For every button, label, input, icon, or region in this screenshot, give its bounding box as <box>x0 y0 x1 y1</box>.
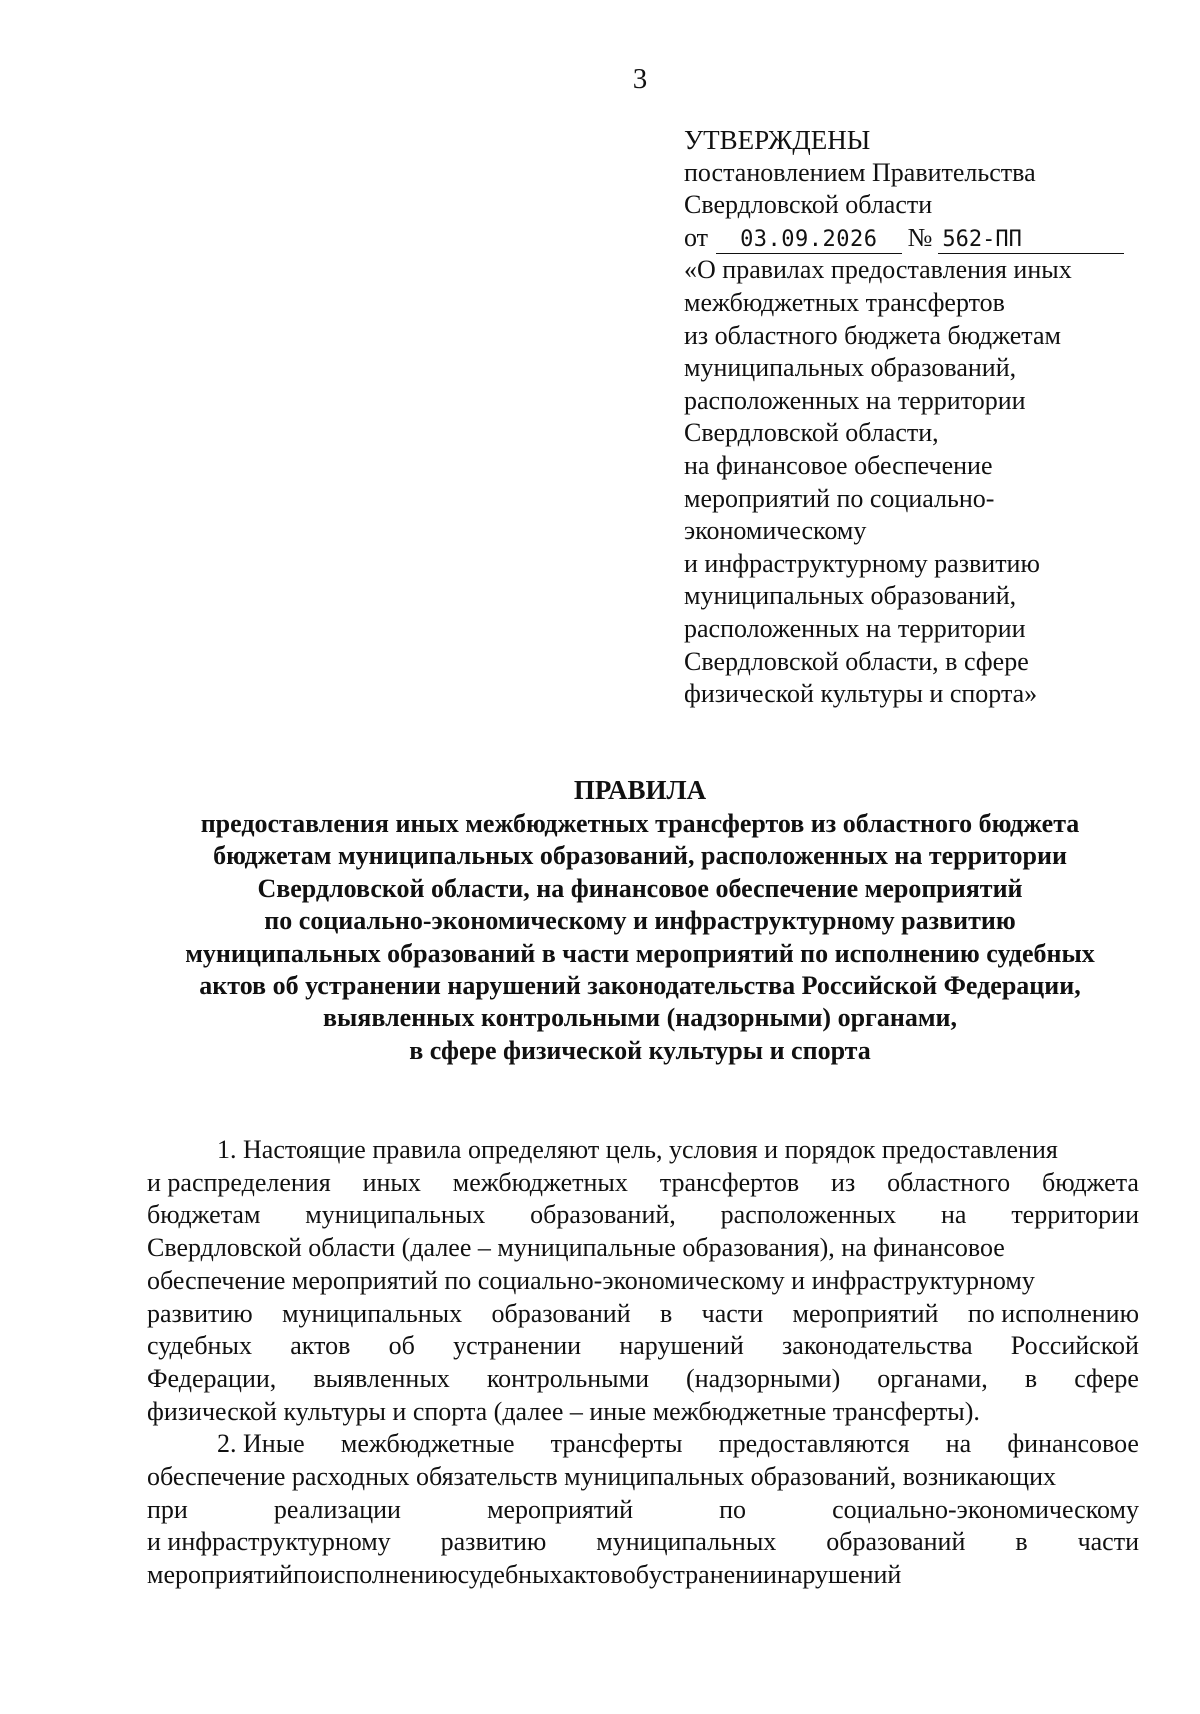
text-segment: актов <box>290 1331 351 1361</box>
paragraph-line <box>147 1526 1139 1559</box>
decree-subject-line: и инфраструктурному развитию <box>684 548 1040 578</box>
text-segment: в <box>1024 1363 1038 1393</box>
text-segment: контрольными <box>486 1363 649 1393</box>
text-segment: Федерации, <box>147 1363 277 1393</box>
text-segment: по <box>719 1494 747 1524</box>
text-segment: Свердловской области (далее – муниципальные образования), на финансовое <box>147 1233 1005 1263</box>
decree-subject-line: «О правилах предоставления иных <box>684 255 1072 285</box>
document-title: ПРАВИЛА <box>573 775 707 805</box>
paragraph-line <box>147 1134 1139 1167</box>
text-segment: территории <box>1011 1200 1139 1230</box>
text-segment: из <box>831 1167 856 1197</box>
paragraph-line <box>147 1396 1139 1429</box>
text-segment: физической культуры и спорта (далее – иные межбюджетные трансферты). <box>147 1396 980 1426</box>
document-body <box>147 1134 1139 1592</box>
text-segment: органами, <box>877 1363 988 1393</box>
text-segment: (надзорными) <box>686 1363 841 1393</box>
document-subtitle-line: по социально-экономическому и инфраструктурному развитию <box>264 906 1016 936</box>
text-segment: финансовое <box>1007 1429 1139 1459</box>
decree-number: 562-ПП <box>938 227 1124 254</box>
text-segment: об <box>388 1331 415 1361</box>
text-segment: иных <box>362 1167 421 1197</box>
text-segment: обеспечение мероприятий по социально-экономическому и инфраструктурному <box>147 1265 1035 1295</box>
decree-subject <box>684 254 1124 710</box>
text-segment: по <box>292 1560 320 1590</box>
text-segment: части <box>701 1298 764 1328</box>
approval-heading: УТВЕРЖДЕНЫ <box>684 125 871 155</box>
text-segment: реализации <box>273 1494 401 1524</box>
text-segment: законодательства <box>782 1331 973 1361</box>
text-segment: трансфертов <box>659 1167 800 1197</box>
page-number: 3 <box>632 63 648 95</box>
document-subtitle-line: выявленных контрольными (надзорными) органами, <box>322 1003 958 1033</box>
text-segment: на <box>945 1429 972 1459</box>
text-segment: мероприятий <box>487 1494 634 1524</box>
text-segment: части <box>1077 1527 1139 1557</box>
text-segment: исполнению <box>319 1560 458 1590</box>
paragraph-line <box>147 1167 1139 1200</box>
decree-subject-line: из областного бюджета бюджетам <box>684 320 1061 350</box>
document-subtitle-line: муниципальных образований в части мероприятий по исполнению судебных <box>185 938 1095 968</box>
text-segment: социально-экономическому <box>832 1494 1139 1524</box>
paragraph-line <box>147 1559 1139 1592</box>
text-segment: нарушений <box>619 1331 744 1361</box>
text-segment: образований <box>491 1298 631 1328</box>
decree-subject-line: муниципальных образований, <box>684 353 1017 383</box>
text-segment: муниципальных <box>596 1527 777 1557</box>
document-subtitle-line: бюджетам муниципальных образований, расположенных на территории <box>213 841 1067 871</box>
document-subtitle-line: Свердловской области, на финансовое обеспечение мероприятий <box>257 873 1023 903</box>
decree-subject-line: экономическому <box>684 516 867 546</box>
paragraph-line <box>147 1265 1139 1298</box>
text-segment: предоставляются <box>718 1429 910 1459</box>
decree-date: 03.09.2026 <box>716 227 902 254</box>
text-segment: устранении <box>453 1331 582 1361</box>
paragraph-line <box>147 1330 1139 1363</box>
paragraph-line <box>147 1199 1139 1232</box>
text-segment: межбюджетных <box>452 1167 628 1197</box>
paragraph-line <box>147 1298 1139 1331</box>
document-subtitle-line: предоставления иных межбюджетных трансфертов из областного бюджета <box>200 809 1080 838</box>
paragraph-line <box>147 1232 1139 1265</box>
paragraph-line <box>147 1461 1139 1494</box>
text-segment: по исполнению <box>967 1298 1139 1328</box>
text-segment: межбюджетные <box>340 1429 515 1459</box>
text-segment: бюджета <box>1041 1167 1139 1197</box>
approval-line: Свердловской области <box>684 190 933 220</box>
document-subtitle-line: актов об устранении нарушений законодательства Российской Федерации, <box>199 971 1081 1001</box>
decree-subject-line: Свердловской области, <box>684 418 939 448</box>
text-segment: об <box>622 1560 649 1590</box>
text-segment: расположенных <box>720 1200 897 1230</box>
approval-reference <box>684 222 1124 255</box>
date-prefix: от <box>684 222 709 252</box>
text-segment: в <box>1015 1527 1028 1557</box>
text-segment: образований, <box>530 1200 676 1230</box>
text-segment: актов <box>562 1560 623 1590</box>
paragraph-line <box>147 1494 1139 1527</box>
document-subtitle <box>100 808 1180 1067</box>
document-title-block <box>100 772 1180 1067</box>
paragraph-line <box>147 1363 1139 1396</box>
text-segment: 1. Настоящие правила определяют цель, условия и порядок предоставления <box>217 1135 1058 1164</box>
text-segment: сфере <box>1074 1363 1139 1393</box>
text-segment: судебных <box>457 1560 563 1590</box>
number-sign: № <box>907 222 933 252</box>
text-segment: трансферты <box>550 1429 683 1459</box>
paragraph <box>147 1428 1139 1592</box>
text-segment: образований <box>826 1527 966 1557</box>
text-segment: при <box>147 1494 188 1524</box>
text-segment: судебных <box>147 1331 252 1361</box>
text-segment: муниципальных <box>305 1200 486 1230</box>
text-segment: развитию <box>440 1527 547 1557</box>
text-segment: Российской <box>1010 1331 1139 1361</box>
text-segment: обеспечение расходных обязательств муниципальных образований, возникающих <box>147 1462 1057 1492</box>
decree-subject-line: муниципальных образований, <box>684 581 1017 611</box>
decree-subject-line: межбюджетных трансфертов <box>684 287 1005 317</box>
text-segment: нарушений <box>776 1560 902 1590</box>
document-subtitle-line: в сфере физической культуры и спорта <box>409 1035 871 1065</box>
decree-subject-line: физической культуры и спорта» <box>684 679 1038 709</box>
text-segment: муниципальных <box>282 1298 463 1328</box>
paragraph-line <box>147 1428 1139 1461</box>
text-segment: областного <box>887 1167 1011 1197</box>
decree-subject-line: Свердловской области, в сфере <box>684 646 1029 676</box>
text-segment: на <box>940 1200 967 1230</box>
text-segment: развитию <box>147 1298 253 1328</box>
decree-subject-line: мероприятий по социально- <box>684 483 995 513</box>
approval-stamp <box>684 124 1124 711</box>
text-segment: 2. Иные <box>217 1429 305 1459</box>
paragraph <box>147 1134 1139 1428</box>
text-segment: в <box>660 1298 673 1328</box>
text-segment: мероприятий <box>792 1298 939 1328</box>
text-segment: и распределения <box>147 1167 331 1197</box>
text-segment: мероприятий <box>147 1560 293 1590</box>
decree-subject-line: на финансовое обеспечение <box>684 450 993 480</box>
decree-subject-line: расположенных на территории <box>684 385 1026 415</box>
text-segment: устранении <box>648 1560 777 1590</box>
text-segment: выявленных <box>313 1363 450 1393</box>
approval-line: постановлением Правительства <box>684 157 1036 187</box>
text-segment: бюджетам <box>147 1200 261 1230</box>
text-segment: и инфраструктурному <box>147 1527 391 1557</box>
decree-subject-line: расположенных на территории <box>684 613 1026 643</box>
